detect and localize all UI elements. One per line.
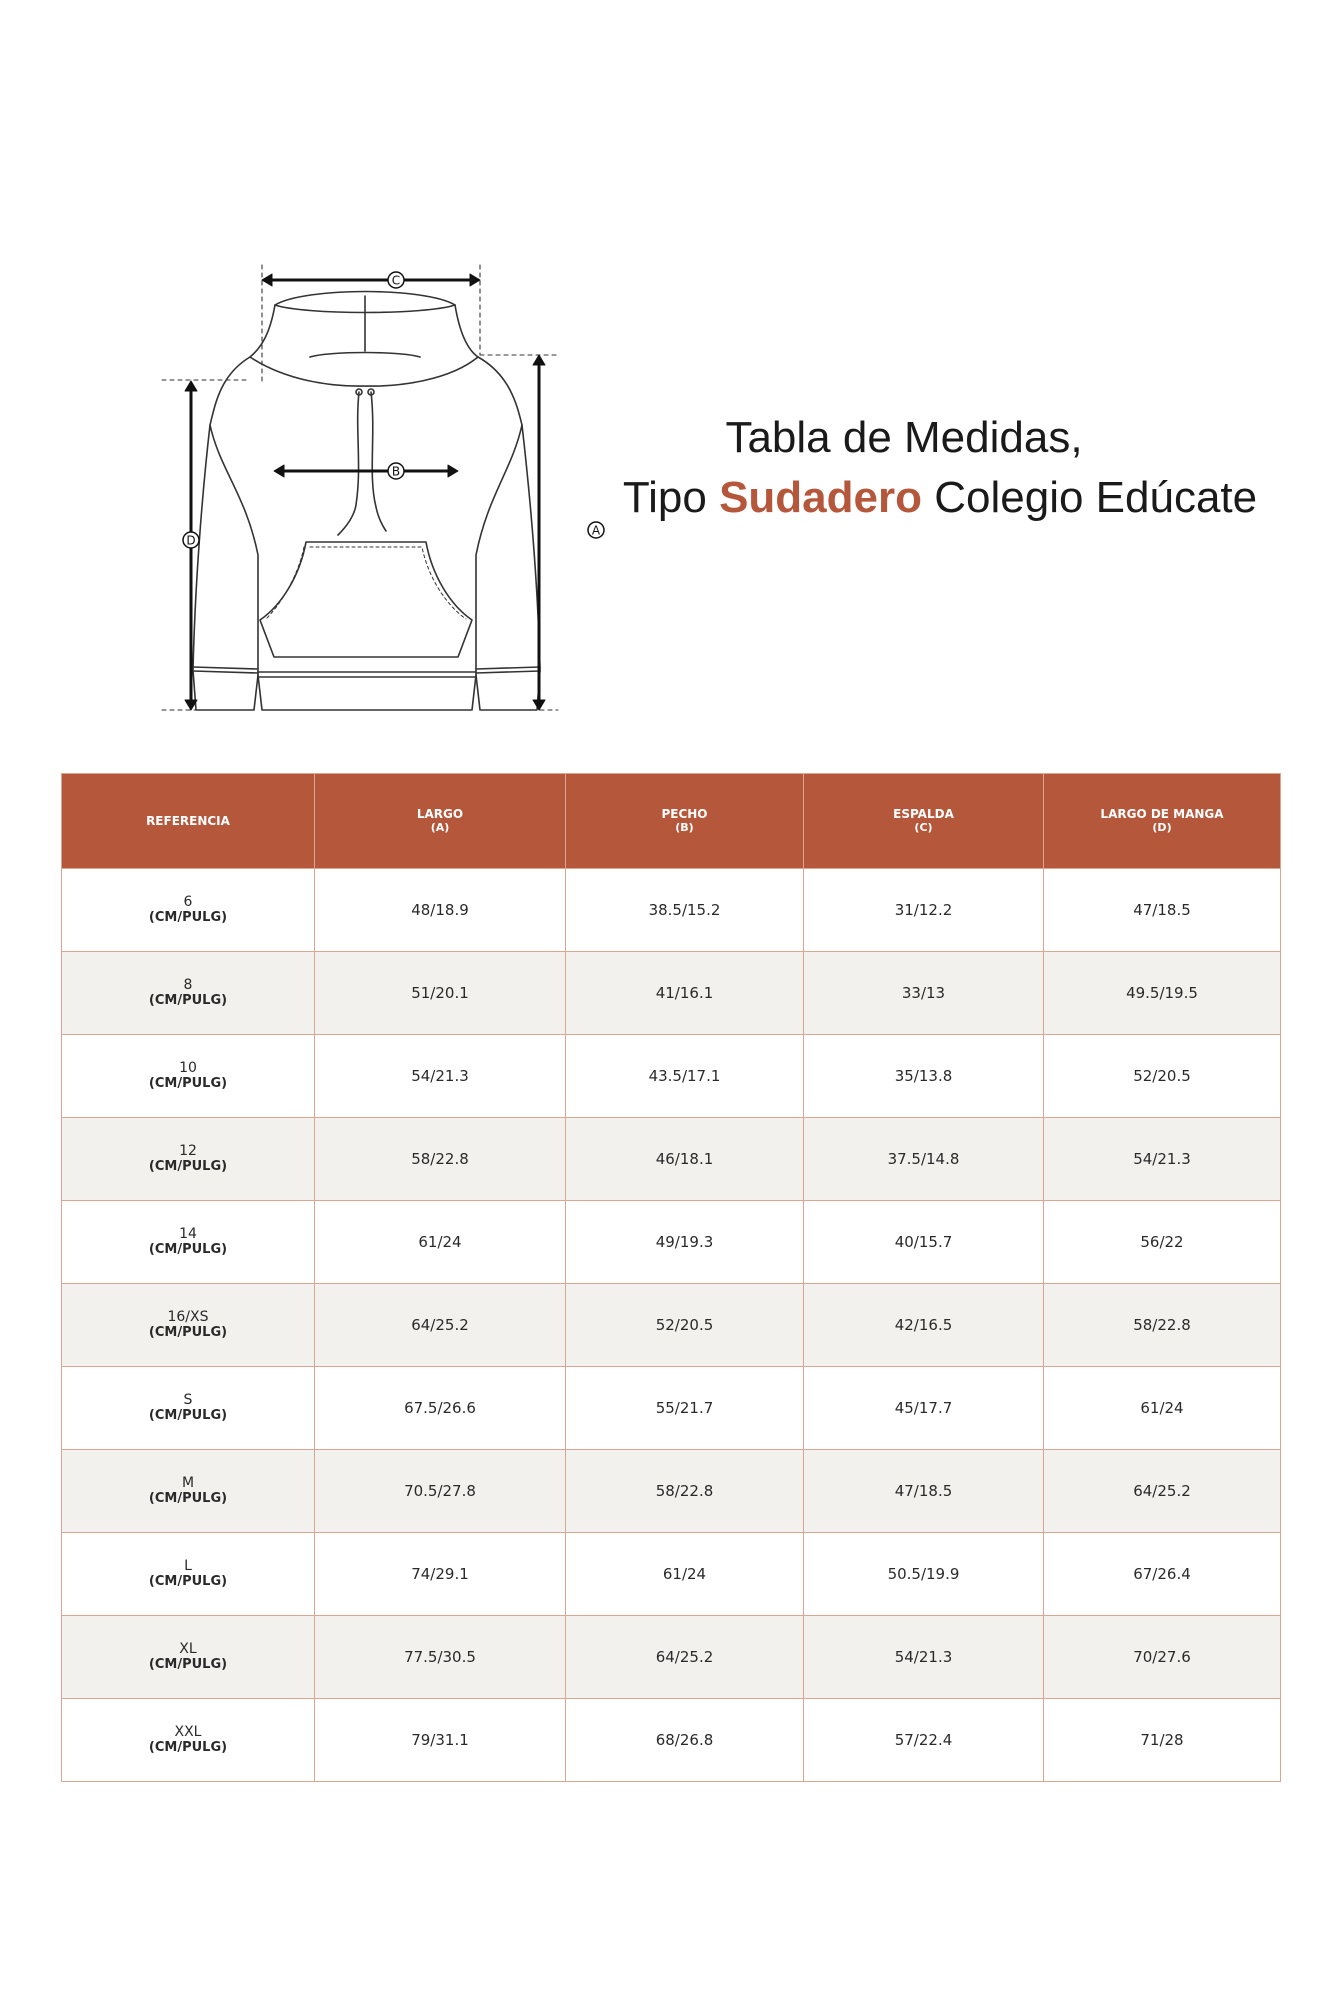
cell-referencia — [62, 869, 315, 952]
cell-pecho: 46/18.1 — [566, 1118, 804, 1201]
cell-largo: 58/22.8 — [315, 1118, 566, 1201]
size-label: 16/XS — [167, 1309, 209, 1325]
table-row — [62, 1284, 1281, 1367]
cell-espalda: 50.5/19.9 — [804, 1533, 1044, 1616]
size-label: 12 — [179, 1143, 197, 1159]
cell-largo: 77.5/30.5 — [315, 1616, 566, 1699]
cell-referencia — [62, 1284, 315, 1367]
cell-largo: 64/25.2 — [315, 1284, 566, 1367]
cell-pecho: 64/25.2 — [566, 1616, 804, 1699]
label-b: B — [391, 464, 401, 479]
header-largo-manga: LARGO DE MANGA (D) — [1044, 774, 1281, 869]
cell-largo: 74/29.1 — [315, 1533, 566, 1616]
page-title — [580, 408, 1300, 528]
cell-pecho: 55/21.7 — [566, 1367, 804, 1450]
cell-pecho: 38.5/15.2 — [566, 869, 804, 952]
size-label: 8 — [183, 977, 193, 993]
cell-largo: 67.5/26.6 — [315, 1367, 566, 1450]
header-referencia: REFERENCIA — [62, 774, 315, 869]
cell-referencia — [62, 1035, 315, 1118]
header-largo: LARGO (A) — [315, 774, 566, 869]
cell-pecho: 43.5/17.1 — [566, 1035, 804, 1118]
size-label: L — [184, 1558, 192, 1574]
table-row — [62, 1616, 1281, 1699]
table-row — [62, 1367, 1281, 1450]
cell-largo-manga: 56/22 — [1044, 1201, 1281, 1284]
cell-espalda: 47/18.5 — [804, 1450, 1044, 1533]
cell-largo: 51/20.1 — [315, 952, 566, 1035]
waistband — [258, 672, 476, 677]
cell-largo: 54/21.3 — [315, 1035, 566, 1118]
header-pecho: PECHO (B) — [566, 774, 804, 869]
left-sleeve-seam — [210, 425, 258, 675]
size-label: XL — [179, 1641, 197, 1657]
table-row — [62, 1035, 1281, 1118]
cell-largo-manga: 54/21.3 — [1044, 1118, 1281, 1201]
unit-label: (CM/PULG) — [148, 1657, 228, 1672]
hood-opening — [310, 353, 420, 358]
cell-espalda: 42/16.5 — [804, 1284, 1044, 1367]
cell-espalda: 57/22.4 — [804, 1699, 1044, 1782]
cell-referencia — [62, 1699, 315, 1782]
size-label: XXL — [174, 1724, 202, 1740]
unit-label: (CM/PULG) — [148, 1159, 228, 1174]
hoodie-diagram — [150, 255, 650, 725]
cell-largo: 70.5/27.8 — [315, 1450, 566, 1533]
size-label: S — [183, 1392, 193, 1408]
cell-largo: 79/31.1 — [315, 1699, 566, 1782]
drawstring-right — [371, 392, 386, 531]
pocket-stitch — [310, 547, 466, 619]
unit-label: (CM/PULG) — [148, 1740, 228, 1755]
size-label: 14 — [179, 1226, 197, 1242]
drawstring-left — [338, 392, 359, 535]
cell-espalda: 31/12.2 — [804, 869, 1044, 952]
label-c: C — [391, 273, 401, 288]
label-a: A — [591, 523, 601, 538]
cell-largo: 61/24 — [315, 1201, 566, 1284]
cell-referencia — [62, 1118, 315, 1201]
unit-label: (CM/PULG) — [148, 1491, 228, 1506]
table-row — [62, 1699, 1281, 1782]
table-row — [62, 1533, 1281, 1616]
size-label: M — [181, 1475, 195, 1491]
cell-largo-manga: 52/20.5 — [1044, 1035, 1281, 1118]
cell-pecho: 61/24 — [566, 1533, 804, 1616]
cell-referencia — [62, 1201, 315, 1284]
table-row — [62, 1118, 1281, 1201]
table-row — [62, 1450, 1281, 1533]
cell-pecho: 68/26.8 — [566, 1699, 804, 1782]
cell-pecho: 41/16.1 — [566, 952, 804, 1035]
unit-label: (CM/PULG) — [148, 910, 228, 925]
title-line-2 — [580, 468, 1300, 528]
hood-outline — [250, 292, 478, 387]
cell-largo-manga: 70/27.6 — [1044, 1616, 1281, 1699]
cell-largo-manga: 71/28 — [1044, 1699, 1281, 1782]
cell-pecho: 49/19.3 — [566, 1201, 804, 1284]
cell-largo-manga: 47/18.5 — [1044, 869, 1281, 952]
size-label: 10 — [179, 1060, 197, 1076]
header-espalda: ESPALDA (C) — [804, 774, 1044, 869]
cell-espalda: 33/13 — [804, 952, 1044, 1035]
size-label: 6 — [183, 894, 193, 910]
unit-label: (CM/PULG) — [148, 1574, 228, 1589]
unit-label: (CM/PULG) — [148, 1325, 228, 1340]
table-row — [62, 869, 1281, 952]
cell-espalda: 40/15.7 — [804, 1201, 1044, 1284]
cell-largo-manga: 64/25.2 — [1044, 1450, 1281, 1533]
right-sleeve-seam — [476, 425, 522, 675]
table-header-row — [62, 774, 1281, 869]
cell-largo-manga: 58/22.8 — [1044, 1284, 1281, 1367]
cell-referencia — [62, 1533, 315, 1616]
size-table — [61, 773, 1281, 1782]
label-d: D — [186, 533, 196, 548]
title-suffix: Colegio Edúcate — [934, 473, 1258, 522]
cell-largo-manga: 67/26.4 — [1044, 1533, 1281, 1616]
cell-largo-manga: 49.5/19.5 — [1044, 952, 1281, 1035]
cell-espalda: 37.5/14.8 — [804, 1118, 1044, 1201]
unit-label: (CM/PULG) — [148, 1076, 228, 1091]
unit-label: (CM/PULG) — [148, 993, 228, 1008]
cell-pecho: 52/20.5 — [566, 1284, 804, 1367]
cell-largo-manga: 61/24 — [1044, 1367, 1281, 1450]
table-row — [62, 1201, 1281, 1284]
cell-referencia — [62, 1450, 315, 1533]
cell-largo: 48/18.9 — [315, 869, 566, 952]
cell-espalda: 35/13.8 — [804, 1035, 1044, 1118]
cell-referencia — [62, 952, 315, 1035]
table-row — [62, 952, 1281, 1035]
cell-referencia — [62, 1616, 315, 1699]
title-accent: Sudadero — [719, 473, 922, 522]
cell-pecho: 58/22.8 — [566, 1450, 804, 1533]
cell-espalda: 45/17.7 — [804, 1367, 1044, 1450]
cell-espalda: 54/21.3 — [804, 1616, 1044, 1699]
title-line-1: Tabla de Medidas, — [725, 413, 1083, 462]
pocket — [260, 542, 472, 657]
title-prefix: Tipo — [622, 473, 707, 522]
unit-label: (CM/PULG) — [148, 1408, 228, 1423]
cell-referencia — [62, 1367, 315, 1450]
unit-label: (CM/PULG) — [148, 1242, 228, 1257]
